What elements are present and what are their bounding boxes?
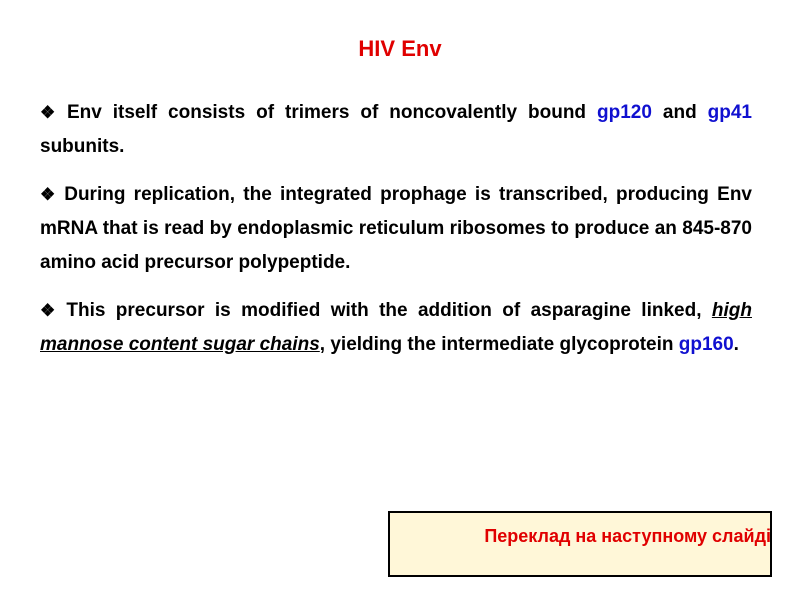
p1-text-1: Env itself consists of trimers of noncovalently bound	[66, 102, 598, 123]
gp120-term: gp120	[597, 102, 652, 123]
gp41-term: gp41	[707, 102, 753, 123]
p3-text-1: This precursor is modified with the addition of asparagine linked,	[66, 300, 712, 321]
gp160-term: gp160	[678, 334, 734, 355]
paragraph-replication	[40, 178, 752, 280]
diamond-bullet-icon: ❖	[40, 185, 59, 204]
p2-text: During replication, the integrated prophage is transcribed, producing Env mRNA that is read by endoplasmic reticulum ribosomes to produce an 845-870 amino acid precursor polypeptide.	[40, 184, 752, 273]
diamond-bullet-icon: ❖	[40, 301, 61, 320]
sugar-chains-term: high mannose content sugar chains	[40, 300, 752, 355]
diamond-bullet-icon: ❖	[40, 103, 61, 122]
p3-text-3: .	[733, 334, 739, 355]
slide-title: HIV Env	[358, 36, 442, 61]
paragraph-env-trimers	[40, 96, 752, 164]
paragraph-precursor	[40, 294, 752, 362]
p3-text-2: , yielding the intermediate glycoprotein	[319, 334, 679, 355]
translation-note-text: Переклад на наступному слайді	[484, 526, 771, 546]
p1-text-2: and	[651, 102, 708, 123]
translation-note-box	[388, 511, 772, 577]
slide-body	[40, 96, 752, 376]
p1-text-3: subunits.	[40, 136, 125, 157]
